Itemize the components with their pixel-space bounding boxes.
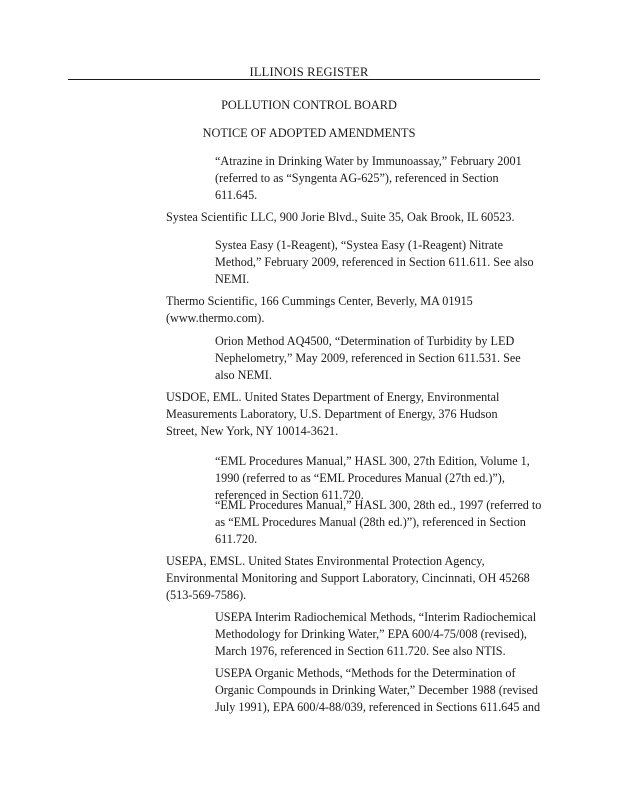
reference-block xyxy=(215,665,547,716)
text-line: USDOE, EML. United States Department of Energy, Environmental xyxy=(166,390,500,404)
text-line: Method,” February 2009, referenced in Section 611.611. See also xyxy=(215,255,534,269)
reference-block xyxy=(215,333,547,384)
text-line: March 1976, referenced in Section 611.720. See also NTIS. xyxy=(215,644,506,658)
text-line: (513-569-7586). xyxy=(166,588,247,602)
reference-block xyxy=(215,609,547,660)
text-line: Street, New York, NY 10014-3621. xyxy=(166,424,339,438)
text-line: 1990 (referred to as “EML Procedures Manual (27th ed.)”), xyxy=(215,471,505,485)
notice-heading: NOTICE OF ADOPTED AMENDMENTS xyxy=(202,126,416,140)
reference-block xyxy=(215,497,547,548)
source-entry xyxy=(166,209,546,226)
text-line: Thermo Scientific, 166 Cummings Center, Beverly, MA 01915 xyxy=(166,294,473,308)
text-line: Orion Method AQ4500, “Determination of Turbidity by LED xyxy=(215,334,515,348)
reference-block xyxy=(215,237,547,288)
text-line: (www.thermo.com). xyxy=(166,311,265,325)
source-entry xyxy=(166,389,546,440)
text-line: Organic Compounds in Drinking Water,” December 1988 (revised xyxy=(215,683,538,697)
text-line: Measurements Laboratory, U.S. Department of Energy, 376 Hudson xyxy=(166,407,498,421)
text-line: Environmental Monitoring and Support Laboratory, Cincinnati, OH 45268 xyxy=(166,571,530,585)
text-line: July 1991), EPA 600/4-88/039, referenced in Sections 611.645 and xyxy=(215,700,541,714)
text-line: “EML Procedures Manual,” HASL 300, 28th ed., 1997 (referred to xyxy=(215,498,542,512)
text-line: NEMI. xyxy=(215,272,250,286)
source-entry xyxy=(166,293,546,327)
text-line: Methodology for Drinking Water,” EPA 600/4-75/008 (revised), xyxy=(215,627,527,641)
text-line: (referred to as “Syngenta AG-625”), referenced in Section xyxy=(215,171,499,185)
reference-block xyxy=(215,153,547,204)
text-line: 611.645. xyxy=(215,188,258,202)
header-rule xyxy=(68,79,540,80)
text-line: “EML Procedures Manual,” HASL 300, 27th Edition, Volume 1, xyxy=(215,454,530,468)
board-name: POLLUTION CONTROL BOARD xyxy=(221,98,397,112)
text-line: USEPA, EMSL. United States Environmental Protection Agency, xyxy=(166,554,485,568)
text-line: USEPA Interim Radiochemical Methods, “Interim Radiochemical xyxy=(215,610,537,624)
text-line: Nephelometry,” May 2009, referenced in Section 611.531. See xyxy=(215,351,521,365)
text-line: referenced in Section 611.720. xyxy=(215,488,364,502)
text-line: Systea Easy (1-Reagent), “Systea Easy (1-Reagent) Nitrate xyxy=(215,238,503,252)
source-entry xyxy=(166,553,546,604)
text-line: “Atrazine in Drinking Water by Immunoassay,” February 2001 xyxy=(215,154,522,168)
text-line: 611.720. xyxy=(215,532,258,546)
text-line: also NEMI. xyxy=(215,368,272,382)
text-line: Systea Scientific LLC, 900 Jorie Blvd., Suite 35, Oak Brook, IL 60523. xyxy=(166,210,515,224)
text-line: USEPA Organic Methods, “Methods for the Determination of xyxy=(215,666,516,680)
text-line: as “EML Procedures Manual (28th ed.)”), referenced in Section xyxy=(215,515,526,529)
register-title: ILLINOIS REGISTER xyxy=(249,65,369,79)
